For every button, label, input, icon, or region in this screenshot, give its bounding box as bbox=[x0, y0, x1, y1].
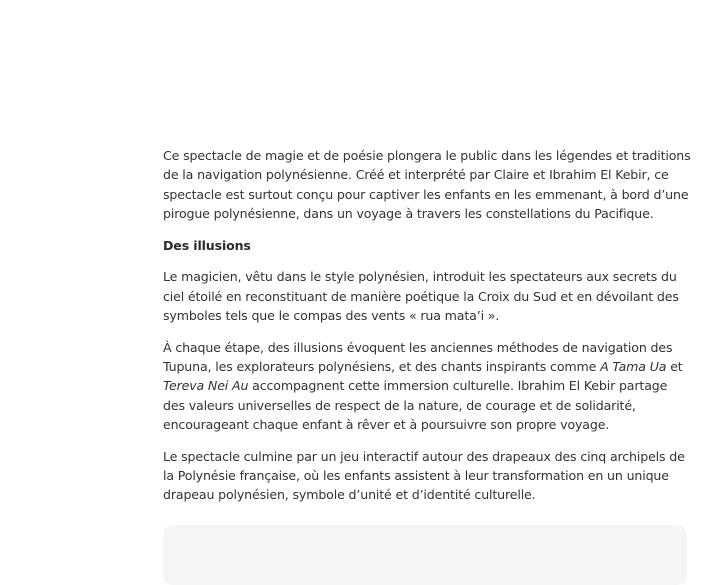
article-paragraph-2 bbox=[163, 338, 691, 434]
paragraph-2-text-b: accompagnent cette immersion culturelle. Ibrahim El Kebir partage des valeurs universelles de respect de la nature, de courage et de solidarité, encourageant chaque enfant à rêver et à poursuivre son propre voyage. bbox=[163, 378, 668, 433]
article-body bbox=[163, 146, 691, 517]
article-paragraph-1: Le magicien, vêtu dans le style polynésien, introduit les spectateurs aux secrets du ciel étoilé en reconstituant de manière poétique la Croix du Sud et en dévoilant des symboles tels que le compas des vents « rua mata’i ». bbox=[163, 269, 679, 324]
song-title-a-tama-ua: A Tama Ua bbox=[600, 359, 667, 375]
info-box bbox=[163, 525, 687, 585]
paragraph-2-text-a: À chaque étape, des illusions évoquent les anciennes méthodes de navigation des Tupuna, les explorateurs polynésiens, et des chants inspirants comme bbox=[163, 339, 673, 375]
paragraph-2-connector: et bbox=[666, 359, 683, 375]
song-title-tereva-nei-au: Tereva Nei Au bbox=[163, 378, 249, 394]
article-intro: Ce spectacle de magie et de poésie plongera le public dans les légendes et traditions de la navigation polynésienne. Créé et interprété par Claire et Ibrahim El Kebir, ce spectacle est surtout conçu pour captiver les enfants en les emmenant, à bord d’une pirogue polynésienne, dans un voyage à travers les constellations du Pacifique. bbox=[163, 148, 691, 221]
article-paragraph-3: Le spectacle culmine par un jeu interactif autour des drapeaux des cinq archipels de la Polynésie française, où les enfants assistent à leur transformation en un unique drapeau polynésien, symbole d’unité et d’identité culturelle. bbox=[163, 448, 685, 503]
section-heading: Des illusions bbox=[163, 237, 251, 253]
